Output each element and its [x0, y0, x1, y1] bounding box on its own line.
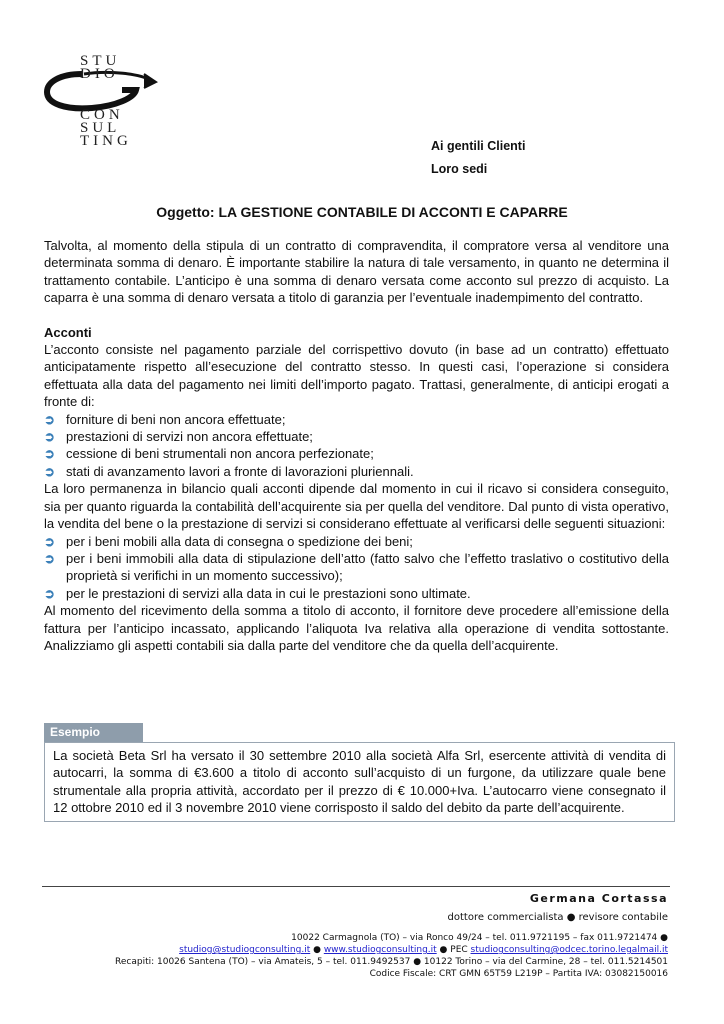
list-item: ➲ per le prestazioni di servizi alla data in cui le prestazioni sono ultimate.	[44, 585, 471, 601]
pec-link[interactable]: studiogconsulting@odcec.torino.legalmail.it	[470, 945, 668, 955]
email-link[interactable]: studiog@studiogconsulting.it	[179, 945, 311, 955]
footer-contacts	[179, 944, 668, 956]
footer-address-1: 10022 Carmagnola (TO) – via Ronco 49/24 – tel. 011.9721195 – fax 011.9721474 ●	[291, 933, 668, 943]
addressee-line-1: Ai gentili Clienti	[431, 139, 526, 153]
arrow-bullet-icon: ➲	[44, 550, 55, 566]
intro-paragraph: Talvolta, al momento della stipula di un contratto di compravendita, il compratore versa al venditore una determinata somma di denaro. È importante stabilire la natura di tale versamento, in quanto ne determina il trattamento contabile. L’anticipo è una somma di denaro versata come acconto sul prezzo di acquisto. La caparra è una somma di denaro versata a titolo di garanzia per l’eventuale inadempimento del contratto.	[44, 238, 669, 306]
footer-name: Germana Cortassa	[529, 892, 668, 905]
arrow-bullet-icon: ➲	[44, 585, 55, 601]
example-label: Esempio	[44, 723, 143, 742]
logo-line-2: DIO	[80, 66, 119, 82]
list-item: ➲ per i beni immobili alla data di stipulazione dell’atto (fatto salvo che l’effetto traslativo o costitutivo della proprietà si verifichi in un momento successivo);	[44, 550, 669, 584]
logo-line-1: STU	[80, 53, 121, 69]
list-item: ➲ cessione di beni strumentali non ancora perfezionate;	[44, 446, 374, 462]
example-text: La società Beta Srl ha versato il 30 settembre 2010 alla società Alfa Srl, esercente attività di vendita di autocarri, la somma di €3.600 a titolo di acconto sull’acquisto di un furgone, da utilizzare quale bene strumentale alla propria attività, accordato per il prezzo di € 10.000+Iva. L’autocarro viene consegnato il 12 ottobre 2010 ed il 3 novembre 2010 viene corrisposto il saldo del debito da parte dell’acquirente.	[53, 748, 666, 816]
arrow-bullet-icon: ➲	[44, 463, 55, 479]
logo-line-4: SUL	[80, 120, 121, 136]
pec-label: ● PEC	[436, 945, 471, 955]
situations-list-2	[44, 533, 669, 603]
logo-line-3: CON	[80, 107, 124, 123]
list-item: ➲ stati di avanzamento lavori a fronte di lavorazioni pluriennali.	[44, 463, 414, 479]
website-link[interactable]: www.studiogconsulting.it	[323, 945, 437, 955]
situations-list-1	[44, 411, 669, 481]
arrow-bullet-icon: ➲	[44, 429, 55, 445]
acconti-paragraph-3: Al momento del ricevimento della somma a titolo di acconto, il fornitore deve procedere all’emissione della fattura per l’anticipo incassato, applicando l’aliquota Iva relativa alla operazione di vendita sottostante. Analizziamo gli aspetti contabili sia dalla parte del venditore che da quella dell’acquirente.	[44, 603, 669, 653]
acconti-paragraph-1: L’acconto consiste nel pagamento parziale del corrispettivo dovuto (in base ad un contratto) effettuato anticipatamente rispetto all’esecuzione del contratto stesso. In questi casi, l’operazione si considera effettuata alla data del pagamento nei limiti dell’importo pagato. Trattasi, generalmente, di anticipi erogati a fronte di:	[44, 342, 669, 410]
separator: ●	[310, 945, 324, 955]
arrow-bullet-icon: ➲	[44, 533, 55, 549]
example-box	[44, 742, 675, 822]
arrow-bullet-icon: ➲	[44, 446, 55, 462]
footer-fiscal-code: Codice Fiscale: CRT GMN 65T59 L219P – Partita IVA: 03082150016	[369, 969, 668, 979]
studio-logo	[44, 54, 164, 149]
list-item: ➲ per i beni mobili alla data di consegna o spedizione dei beni;	[44, 533, 413, 549]
arrow-bullet-icon: ➲	[44, 411, 55, 427]
list-item: ➲ prestazioni di servizi non ancora effettuate;	[44, 429, 313, 445]
section-heading-acconti: Acconti	[44, 324, 92, 340]
footer-divider	[42, 886, 670, 887]
addressee-line-2: Loro sedi	[431, 162, 488, 176]
footer-role: dottore commercialista ● revisore contabile	[447, 912, 668, 923]
acconti-paragraph-2: La loro permanenza in bilancio quali acconti dipende dal momento in cui il ricavo si considera conseguito, sia per quanto riguarda la contabilità dell’acquirente sia per quella del venditore. Dal punto di vista operativo, la vendita del bene o la prestazione di servizi si considerano effettuate al verificarsi delle seguenti situazioni:	[44, 481, 669, 532]
document-body	[44, 237, 669, 654]
subject-title: Oggetto: LA GESTIONE CONTABILE DI ACCONTI E CAPARRE	[156, 204, 568, 220]
list-item: ➲ forniture di beni non ancora effettuate;	[44, 411, 286, 427]
footer-recapiti: Recapiti: 10026 Santena (TO) – via Amateis, 5 – tel. 011.9492537 ● 10122 Torino – via del Carmine, 28 – tel. 011.5214501	[115, 957, 668, 967]
logo-line-5: TING	[80, 133, 132, 149]
